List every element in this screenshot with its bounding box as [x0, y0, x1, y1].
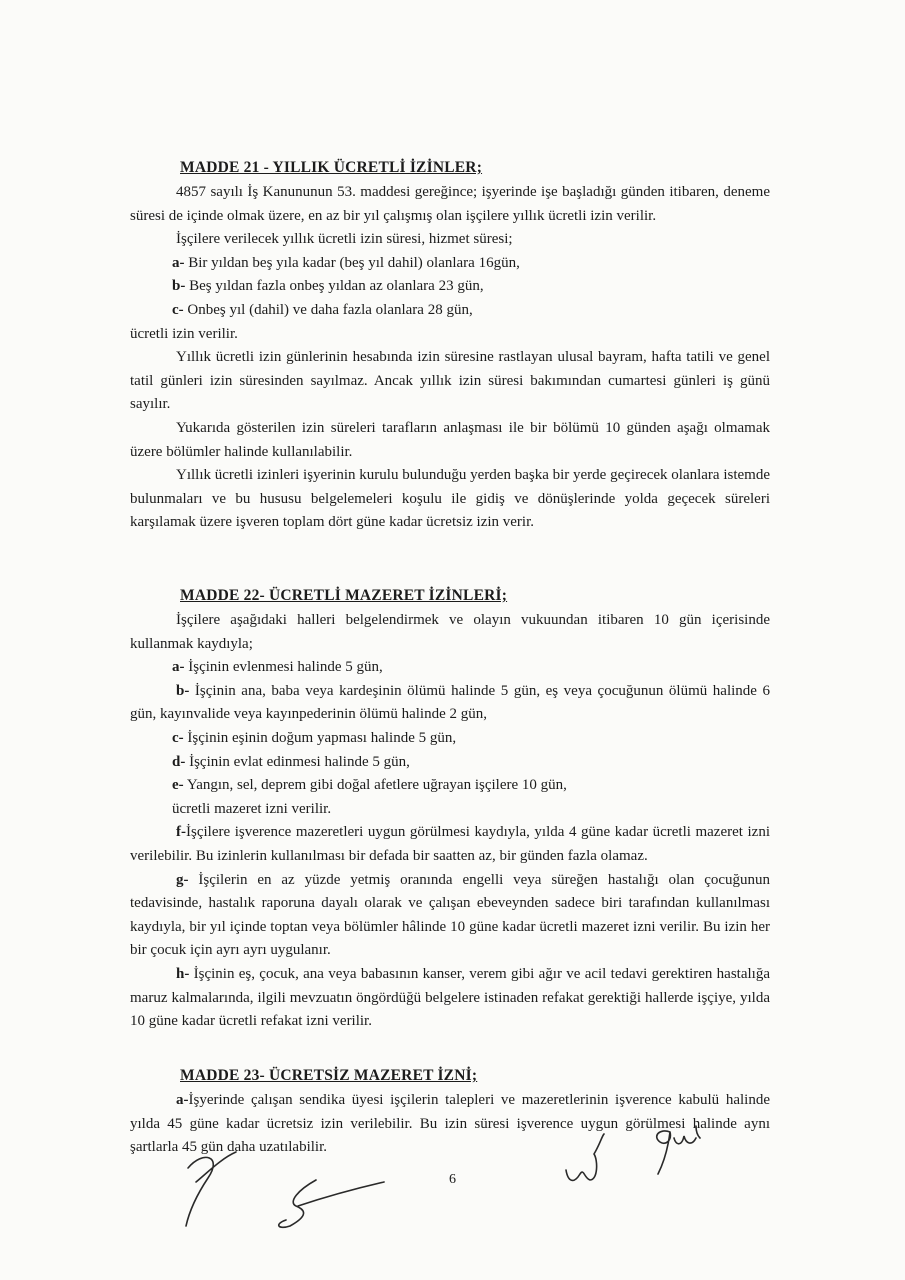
item-label: c-: [172, 301, 184, 318]
list-item: [130, 252, 770, 276]
article-21-heading: MADDE 21 - YILLIK ÜCRETLİ İZİNLER;: [180, 159, 483, 176]
item-text: Onbeş yıl (dahil) ve daha fazla olanlara 28 gün,: [187, 301, 473, 318]
article-22-heading: MADDE 22- ÜCRETLİ MAZERET İZİNLERİ;: [180, 587, 508, 604]
article-21-paragraph: Yukarıda gösterilen izin süreleri tarafların anlaşması ile bir bölümü 10 günden aşağı olmamak üzere bölümler halinde kullanılabilir.: [130, 419, 770, 460]
item-text: İşyerinde çalışan sendika üyesi işçilerin talepleri ve mazeretlerinin işverence kabulü halinde yılda 45 güne kadar ücretsiz izin verilebilir. Bu izin süresi işverence uygun görülmesi halinde aynı şartlarla 45 gün daha uzatılabilir.: [130, 1092, 770, 1156]
item-text: İşçinin eş, çocuk, ana veya babasının kanser, verem gibi ağır ve acil tedavi gerektiren hastalığa maruz kalmalarında, ilgili mevzuatın öngördüğü belgelere istinaden refakat gerektiği hallerde işçiye, yılda 10 güne kadar ücretli refakat izni verilir.: [130, 965, 770, 1030]
item-label: h-: [176, 965, 190, 982]
item-label: a-: [176, 1092, 189, 1108]
page-number: 6: [449, 1172, 456, 1187]
article-22-paragraph: ücretli mazeret izni verilir.: [172, 800, 332, 817]
article-22-paragraph: İşçilere aşağıdaki halleri belgelendirmek ve olayın vukuundan itibaren 10 gün içerisinde kullanmak kaydıyla;: [130, 612, 770, 652]
item-text: Bir yıldan beş yıla kadar (beş yıl dahil) olanlara 16gün,: [188, 254, 520, 271]
item-text: İşçinin eşinin doğum yapması halinde 5 gün,: [187, 729, 457, 746]
article-23-heading: MADDE 23- ÜCRETSİZ MAZERET İZNİ;: [180, 1067, 478, 1084]
article-21-paragraph: Yıllık ücretli izin günlerinin hesabında izin süresine rastlayan ulusal bayram, hafta tatili ve genel tatil günleri izin süresinden sayılmaz. Ancak yıllık izin süresi bakımından cumartesi günleri iş günü sayılır.: [130, 349, 770, 413]
list-item: [130, 656, 770, 680]
signature-2: [268, 1176, 388, 1232]
item-label: d-: [172, 753, 186, 770]
article-21-paragraph: ücretli izin verilir.: [130, 325, 238, 342]
article-21-paragraph: Yıllık ücretli izinleri işyerinin kurulu bulunduğu yerden başka bir yerde geçirecek olanlara istemde bulunmaları ve bu hususu belgelemeleri koşulu ile gidiş ve dönüşlerinde yolda geçecek süreleri karşılamak üzere işveren toplam dört güne kadar ücretsiz izin verir.: [130, 467, 770, 531]
list-item: [130, 727, 770, 751]
article-21-paragraph: 4857 sayılı İş Kanununun 53. maddesi gereğince; işyerinde işe başladığı günden itibaren, deneme süresi de içinde olmak üzere, en az bir yıl çalışmış olan işçilere yıllık ücretli izin verilir.: [130, 184, 770, 224]
article-21: [130, 159, 770, 535]
item-text: İşçilerin en az yüzde yetmiş oranında engelli veya süreğen hastalığı olan çocuğunun tedavisinde, hastalık raporuna dayalı olarak ve çalışan ebeveynden sadece biri tarafından kullanılması kaydıyla, bir yıl içinde toptan veya bölümler hâlinde 10 güne kadar ücretli mazeret izni verilir. Bu izin her bir çocuk için ayrı ayrı uygulanır.: [130, 871, 771, 959]
list-item: [130, 821, 770, 868]
item-label: a-: [172, 254, 185, 271]
item-label: g-: [176, 871, 189, 888]
item-label: b-: [176, 682, 190, 699]
list-item: [130, 680, 770, 727]
list-item: [130, 774, 770, 798]
signature-3: [560, 1130, 620, 1190]
item-text: İşçinin evlenmesi halinde 5 gün,: [188, 659, 383, 676]
item-label: f-: [176, 824, 186, 841]
list-item: [130, 963, 770, 1034]
item-label: e-: [172, 777, 184, 794]
item-text: Beş yıldan fazla onbeş yıldan az olanlara 23 gün,: [189, 278, 484, 295]
item-text: Yangın, sel, deprem gibi doğal afetlere uğrayan işçilere 10 gün,: [186, 777, 567, 794]
signature-4: [640, 1118, 710, 1178]
item-label: b-: [172, 278, 186, 295]
signature-1: [178, 1148, 258, 1230]
list-item: [130, 299, 770, 323]
list-item: [130, 869, 770, 963]
item-text: İşçinin ana, baba veya kardeşinin ölümü halinde 5 gün, eş veya çocuğunun ölümü halinde 6 gün, kayınvalide veya kayınpederinin ölümü halinde 2 gün,: [130, 682, 771, 723]
item-label: a-: [172, 659, 185, 676]
list-item: [130, 275, 770, 299]
article-21-paragraph: İşçilere verilecek yıllık ücretli izin süresi, hizmet süresi;: [176, 231, 513, 248]
item-text: İşçilere işverence mazeretleri uygun görülmesi kaydıyla, yılda 4 güne kadar ücretli mazeret izni verilebilir. Bu izinlerin kullanılması bir defada bir saatten az, bir günden fazla olamaz.: [130, 824, 770, 864]
item-label: c-: [172, 729, 184, 746]
item-text: İşçinin evlat edinmesi halinde 5 gün,: [189, 753, 410, 770]
article-22: [130, 587, 770, 1034]
list-item: [130, 751, 770, 775]
